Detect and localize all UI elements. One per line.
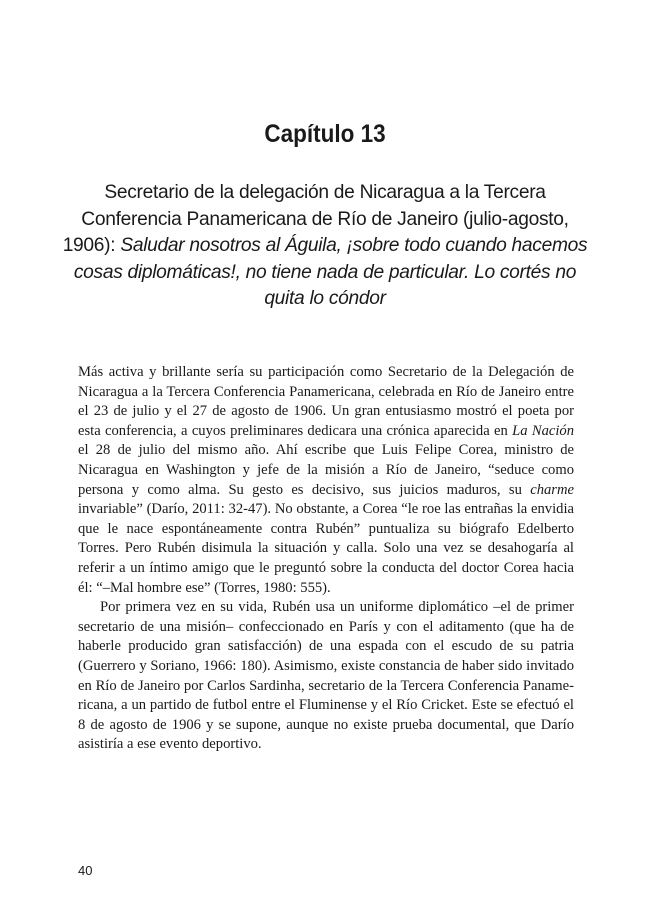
newspaper-name: La Nación: [512, 422, 575, 439]
subtitle-plain: Secretario de la delegación de Nicaragua a la Tercera Conferencia Panamericana de Río de Janeiro (julio-agosto, 1906):: [62, 182, 569, 257]
body-text: [78, 363, 574, 755]
chapter-subtitle: [60, 180, 590, 313]
paragraph-1-part-2: el 28 de julio del mismo año. Ahí escribe que Luis Felipe Corea, ministro de Nicaragua en Washington y jefe de la misión a Río de Janeiro, “seduce como persona y como alma. Su gesto es decisivo, sus juicios maduros, su: [78, 442, 574, 498]
subtitle-italic: Saludar nosotros al Águila, ¡sobre todo cuando hacemos cosas diplomáticas!, no tiene nada de particular. Lo cortés no quita lo cóndor: [73, 235, 588, 310]
paragraph-1: [78, 363, 574, 598]
paragraph-2: Por primera vez en su vida, Rubén usa un uniforme diplomático –el de primer secretario de una misión– confeccionado en París y con el aditamento (que ha de haberle producido gran satisfacción) de una espada con el escudo de su patria (Guerrero y Soriano, 1966: 180). Asimismo, existe constancia de haber sido invitado en Río de Janeiro por Carlos Sardinha, secretario de la Tercera Conferencia Panamericana, a un partido de futbol entre el Fluminense y el Río Cricket. Este se efectuó el 8 de agosto de 1906 y se supone, aunque no existe prueba documental, que Darío asistiría a ese evento deportivo.: [78, 599, 574, 753]
charme-word: charme: [530, 481, 574, 498]
page-number: 40: [78, 863, 93, 878]
paragraph-1-part-1: Más activa y brillante sería su participación como Secretario de la Delegación de Nicaragua a la Tercera Conferencia Panamericana, celebrada en Río de Janeiro entre el 23 de julio y el 27 de agosto de 1906. Un gran entusiasmo mostró el poeta por esta conferencia, a cuyos preliminares dedicara una crónica aparecida en: [78, 364, 574, 439]
chapter-title: Capítulo 13: [264, 120, 386, 148]
paragraph-1-part-3: invariable” (Darío, 2011: 32-47). No obstante, a Corea “le roe las entrañas la envidia que le nace espontáneamente contra Rubén” puntualiza su biógrafo Edelberto Torres. Pero Rubén disimula la situación y calla. Solo una vez se desahogaría al referir a un íntimo amigo que le preguntó sobre la conducta del doctor Corea hacia él: “–Mal hombre ese” (Torres, 1980: 555).: [78, 501, 574, 596]
